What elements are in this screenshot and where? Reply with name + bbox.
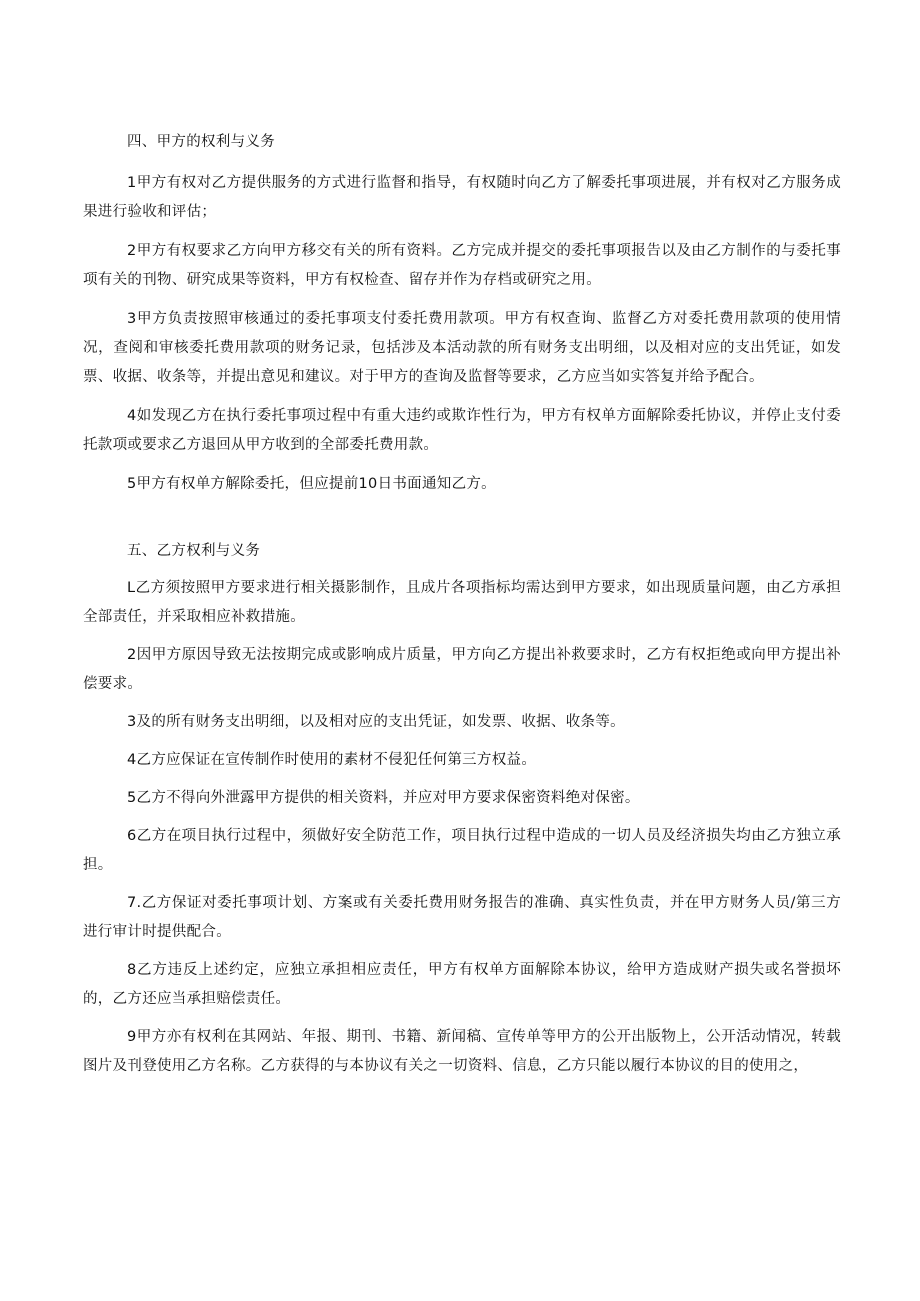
clause-5-5: 5乙方不得向外泄露甲方提供的相关资料，并应对甲方要求保密资料绝对保密。 (127, 790, 640, 806)
clause-5-8: 8乙方违反上述约定，应独立承担相应责任，甲方有权单方面解除本协议，给甲方造成财产损失或名誉损坏的，乙方还应当承担赔偿责任。 (83, 962, 841, 1007)
section-heading-4: 四、甲方的权利与义务 (127, 134, 275, 150)
clause-4-4: 4如发现乙方在执行委托事项过程中有重大违约或欺诈性行为，甲方有权单方面解除委托协议，并停止支付委托款项或要求乙方退回从甲方收到的全部委托费用款。 (83, 408, 841, 453)
clause-5-2: 2因甲方原因导致无法按期完成或影响成片质量，甲方向乙方提出补救要求时，乙方有权拒绝或向甲方提出补偿要求。 (83, 647, 841, 692)
clause-4-3: 3甲方负责按照审核通过的委托事项支付委托费用款项。甲方有权查询、监督乙方对委托费用款项的使用情况，查阅和审核委托费用款项的财务记录，包括涉及本活动款的所有财务支出明细，以及相对应的支出凭证，如发票、收据、收条等，并提出意见和建议。对于甲方的查询及监督等要求，乙方应当如实答复并给予配合。 (83, 311, 841, 385)
clause-5-1: L乙方须按照甲方要求进行相关摄影制作，且成片各项指标均需达到甲方要求，如出现质量问题，由乙方承担全部责任，并采取相应补救措施。 (83, 580, 841, 625)
clause-5-4: 4乙方应保证在宣传制作时使用的素材不侵犯任何第三方权益。 (127, 752, 537, 768)
document-page (83, 128, 841, 1090)
clause-5-3: 3及的所有财务支出明细，以及相对应的支出凭证，如发票、收据、收条等。 (127, 714, 625, 730)
clause-4-5: 5甲方有权单方解除委托，但应提前10日书面通知乙方。 (127, 476, 496, 492)
clause-5-7: 7.乙方保证对委托事项计划、方案或有关委托费用财务报告的准确、真实性负责，并在甲方财务人员/第三方进行审计时提供配合。 (83, 895, 841, 940)
clause-4-2: 2甲方有权要求乙方向甲方移交有关的所有资料。乙方完成并提交的委托事项报告以及由乙方制作的与委托事项有关的刊物、研究成果等资料，甲方有权检查、留存并作为存档或研究之用。 (83, 243, 841, 288)
section-heading-5: 五、乙方权利与义务 (127, 543, 261, 559)
clause-5-6: 6乙方在项目执行过程中，须做好安全防范工作，项目执行过程中造成的一切人员及经济损失均由乙方独立承担。 (83, 828, 841, 873)
clause-4-1: 1甲方有权对乙方提供服务的方式进行监督和指导，有权随时向乙方了解委托事项进展，并有权对乙方服务成果进行验收和评估； (83, 175, 841, 220)
clause-5-9: 9甲方亦有权利在其网站、年报、期刊、书籍、新闻稿、宣传单等甲方的公开出版物上，公开活动情况，转载图片及刊登使用乙方名称。乙方获得的与本协议有关之一切资料、信息，乙方只能以履行本协议的目的使用之， (83, 1029, 841, 1074)
